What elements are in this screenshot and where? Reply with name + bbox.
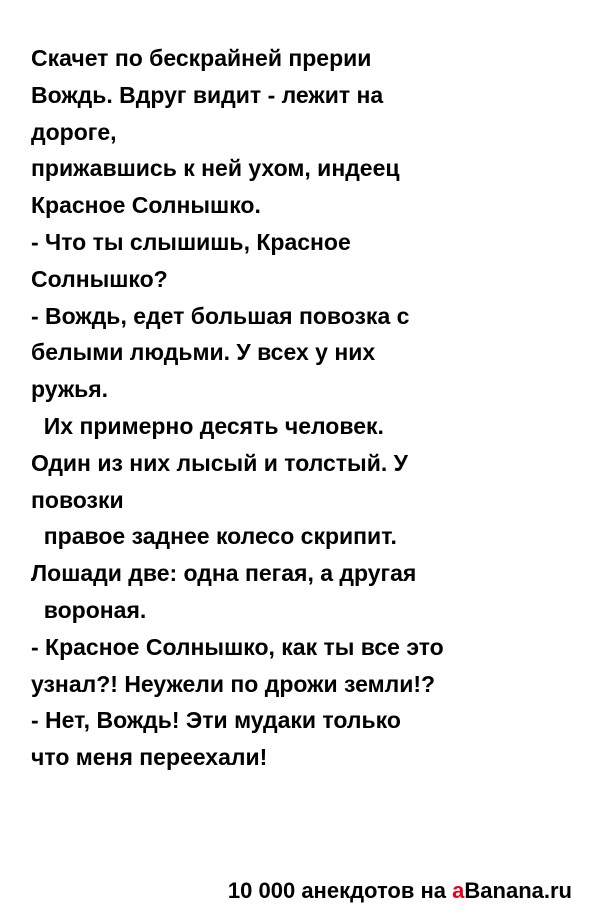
joke-line: - Красное Солнышко, как ты все это <box>31 633 444 660</box>
joke-line: Скачет по бескрайней прерии <box>31 45 372 71</box>
joke-line: что меня переехали! <box>31 744 268 771</box>
joke-line: Солнышко? <box>31 265 168 292</box>
joke-line: - Что ты слышишь, Красное <box>31 228 351 255</box>
joke-line: дороге, <box>31 118 117 145</box>
joke-line: Лошади две: одна пегая, а другая <box>31 560 417 587</box>
joke-line: ружья. <box>31 376 109 403</box>
joke-line: Вождь. Вдруг видит - лежит на <box>31 81 384 108</box>
joke-line: правое заднее колесо скрипит. <box>31 523 397 550</box>
joke-line: - Нет, Вождь! Эти мудаки только <box>31 707 401 734</box>
joke-line: Их примерно десять человек. <box>31 412 384 439</box>
joke-line: вороная. <box>31 596 147 623</box>
joke-line: узнал?! Неужели по дрожи земли!? <box>31 670 436 697</box>
joke-line: - Вождь, едет большая повозка с <box>31 302 410 329</box>
joke-line: Красное Солнышко. <box>31 192 261 219</box>
joke-line: повозки <box>31 486 124 513</box>
joke-text <box>31 40 591 776</box>
brand-logo-highlight[interactable]: a <box>452 878 465 903</box>
brand-logo-rest[interactable]: Banana.ru <box>464 878 572 903</box>
site-footer <box>228 877 572 905</box>
footer-text: 10 000 анекдотов на <box>227 878 453 903</box>
joke-line: Один из них лысый и толстый. У <box>31 449 408 476</box>
joke-line: белыми людьми. У всех у них <box>31 339 376 366</box>
joke-line: прижавшись к ней ухом, индеец <box>31 155 400 182</box>
